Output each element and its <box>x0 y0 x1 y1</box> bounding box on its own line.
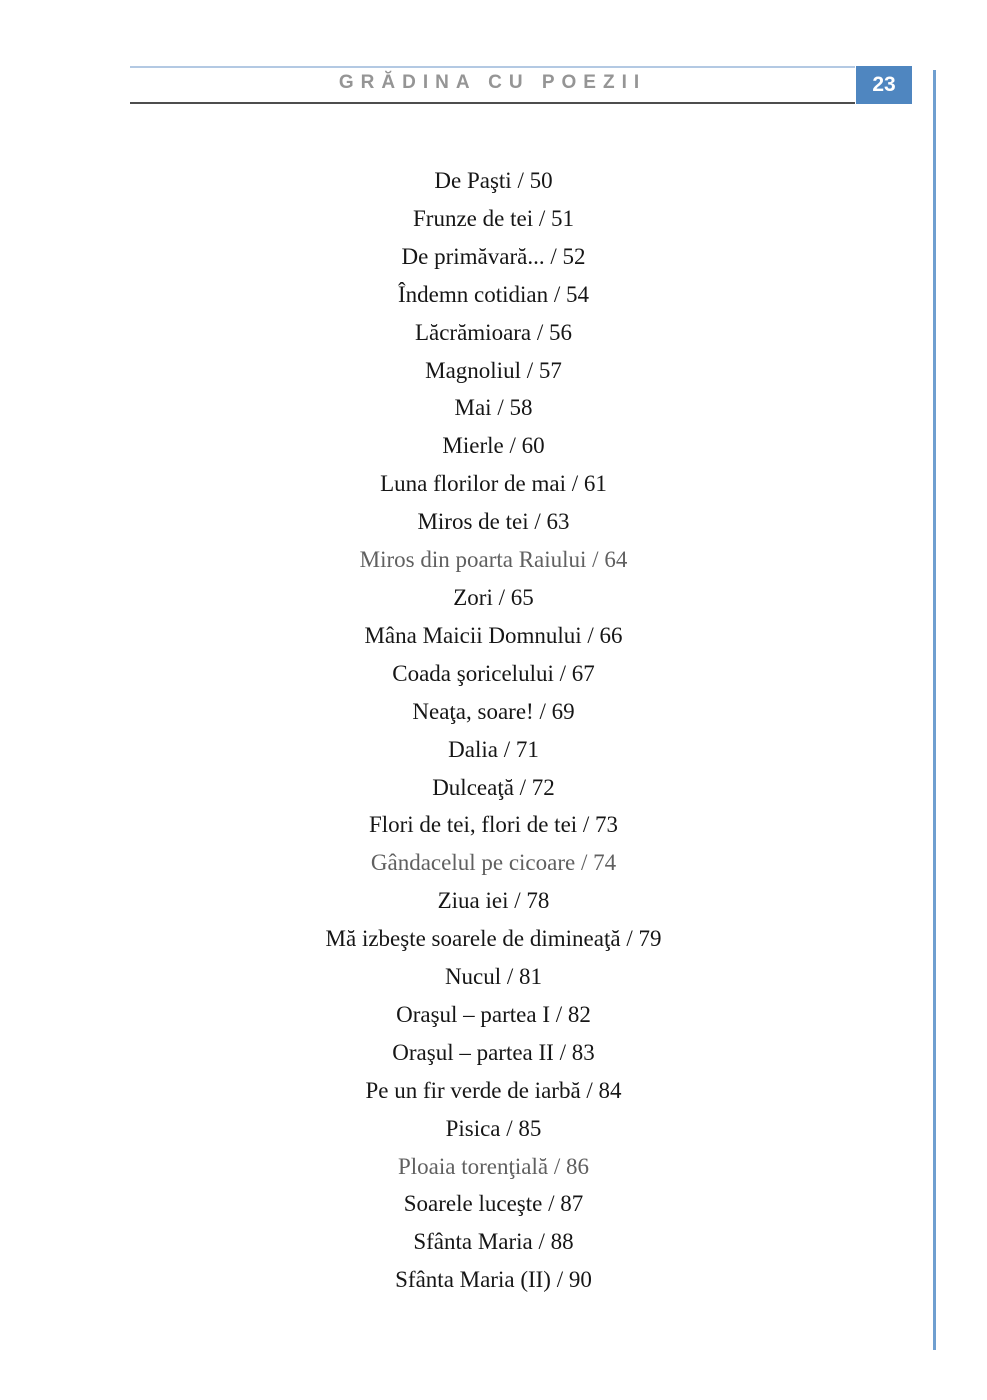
toc-entry: Sfânta Maria (II) / 90 <box>395 1267 592 1293</box>
toc-entry: Îndemn cotidian / 54 <box>398 281 589 307</box>
header-bottom-rule <box>130 102 855 104</box>
toc-entry: Mă izbeşte soarele de dimineaţă / 79 <box>325 926 662 952</box>
toc-entry: Neaţa, soare! / 69 <box>412 698 575 724</box>
page-number: 23 <box>872 73 896 96</box>
toc-entry: De Paşti / 50 <box>434 168 553 193</box>
toc-entry: Magnoliul / 57 <box>425 357 562 383</box>
toc-entry: Lăcrămioara / 56 <box>414 319 573 345</box>
book-title: GRĂDINA CU POEZII <box>338 72 647 93</box>
toc-entry: Pisica / 85 <box>445 1115 542 1141</box>
toc-entry: Flori de tei, flori de tei / 73 <box>368 812 619 838</box>
toc-entry: Dalia / 71 <box>448 736 539 762</box>
table-of-contents <box>0 162 987 1299</box>
toc-entry: Coada şoricelului / 67 <box>392 660 595 686</box>
toc-entry: Pe un fir verde de iarbă / 84 <box>365 1077 622 1103</box>
toc-entry: Zori / 65 <box>453 584 534 610</box>
toc-entry: Mierle / 60 <box>442 433 545 459</box>
toc-entry: Mâna Maicii Domnului / 66 <box>364 622 623 648</box>
toc-entry: Dulceaţă / 72 <box>432 774 555 800</box>
toc-entry: De primăvară... / 52 <box>401 243 586 269</box>
header-top-rule <box>130 66 855 68</box>
toc-entry: Nucul / 81 <box>444 964 543 990</box>
toc-entry: Gândacelul pe cicoare / 74 <box>370 850 617 876</box>
toc-entry: Mai / 58 <box>454 395 533 421</box>
page-number-badge <box>856 66 912 104</box>
toc-entry: Oraşul – partea II / 83 <box>392 1039 595 1065</box>
toc-entry: Miros de tei / 63 <box>417 509 570 535</box>
toc-entry: Miros din poarta Raiului / 64 <box>359 547 628 573</box>
toc-entry: Ziua iei / 78 <box>437 888 550 914</box>
toc-entry: Luna florilor de mai / 61 <box>380 471 607 497</box>
toc-entry: Ploaia torenţială / 86 <box>398 1153 589 1179</box>
page-header <box>130 64 855 104</box>
toc-entry: Sfânta Maria / 88 <box>413 1229 574 1255</box>
toc-entry: Oraşul – partea I / 82 <box>396 1001 591 1027</box>
toc-entry: Soarele luceşte / 87 <box>403 1191 584 1217</box>
toc-entry: Frunze de tei / 51 <box>413 205 574 231</box>
